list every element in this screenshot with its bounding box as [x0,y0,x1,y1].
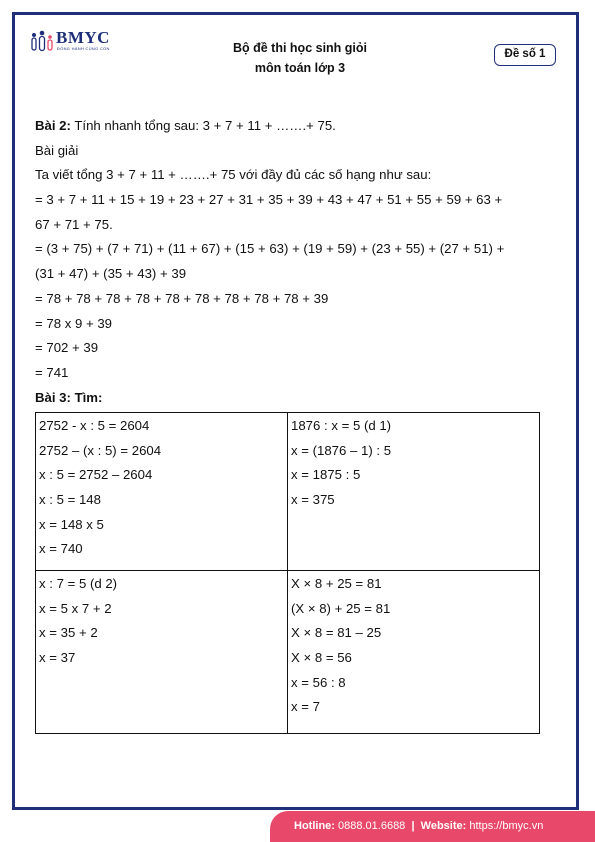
hotline-label: Hotline: [294,820,335,832]
title-line-1: Bộ đề thi học sinh giỏi [232,41,368,55]
table-row [36,571,540,734]
footer-separator: | [411,820,415,832]
exam-number-badge: Đề số 1 [494,44,556,66]
cell-line: x = 740 [39,541,83,557]
bmyc-logo [30,28,120,54]
document-title [200,38,400,78]
table-row [36,413,540,571]
hotline-number[interactable]: 0888.01.6688 [338,820,406,832]
solution-line: = 741 [35,364,69,380]
cell-line: 1876 : x = 5 (d 1) [291,418,392,433]
bai2-label: Bài 2: [35,118,71,133]
bai2-question [35,114,563,139]
title-line-2: môn toán lớp 3 [254,61,346,75]
website-label: Website: [420,820,467,832]
cell-line: 2752 - x : 5 = 2604 [39,418,150,433]
solution-line: 67 + 71 + 75. [35,216,113,232]
cell-line: (X × 8) + 25 = 81 [291,600,391,616]
cell-line: x = 1875 : 5 [291,467,361,483]
table-cell-b [288,413,540,571]
cell-line: x = 375 [291,492,335,508]
bai3-table [35,412,540,734]
table-cell-d [288,571,540,734]
solution-line: = (3 + 75) + (7 + 71) + (11 + 67) + (15 + 63) + (19 + 59) + (23 + 55) + (27 + 51) + [35,241,505,257]
cell-line: x = 7 [291,699,320,715]
cell-line: X × 8 = 56 [291,650,352,666]
solution-line: = 78 x 9 + 39 [35,315,112,331]
solution-line: = 702 + 39 [35,340,99,356]
table-cell-c [36,571,288,734]
solution-line: Ta viết tổng 3 + 7 + 11 + …….+ 75 với đầy đủ các số hạng như sau: [35,167,432,183]
logo-tagline: ĐỒNG HÀNH CÙNG CON [57,46,110,51]
website-link[interactable]: https://bmyc.vn [469,820,544,832]
cell-line: x : 5 = 2752 – 2604 [39,467,153,483]
bai2-question-text: Tính nhanh tổng sau: 3 + 7 + 11 + …….+ 75. [70,118,336,133]
cell-line: x = 56 : 8 [291,674,346,690]
cell-line: 2752 – (x : 5) = 2604 [39,442,162,458]
cell-line: x = 37 [39,650,76,666]
bai2-solution-heading: Bài giải [35,142,79,158]
main-content [35,114,563,410]
cell-line: x = 5 x 7 + 2 [39,600,112,616]
logo-brand-text: BMYC [56,28,110,47]
bai3-label: Bài 3: Tìm: [35,389,103,405]
cell-line: x = 35 + 2 [39,625,98,641]
family-figures-icon [30,30,54,52]
table-cell-a [36,413,288,571]
solution-line: = 3 + 7 + 11 + 15 + 19 + 23 + 27 + 31 + 35 + 39 + 43 + 47 + 51 + 55 + 59 + 63 + [35,192,503,208]
cell-line: x = 148 x 5 [39,516,104,532]
cell-line: x : 7 = 5 (d 2) [39,576,118,591]
cell-line: X × 8 = 81 – 25 [291,625,382,641]
solution-line: (31 + 47) + (35 + 43) + 39 [35,266,187,282]
solution-line: = 78 + 78 + 78 + 78 + 78 + 78 + 78 + 78 + 78 + 39 [35,290,329,306]
cell-line: x : 5 = 148 [39,492,101,508]
cell-line: x = (1876 – 1) : 5 [291,442,392,458]
footer-bar [270,811,595,842]
cell-line: X × 8 + 25 = 81 [291,576,382,591]
